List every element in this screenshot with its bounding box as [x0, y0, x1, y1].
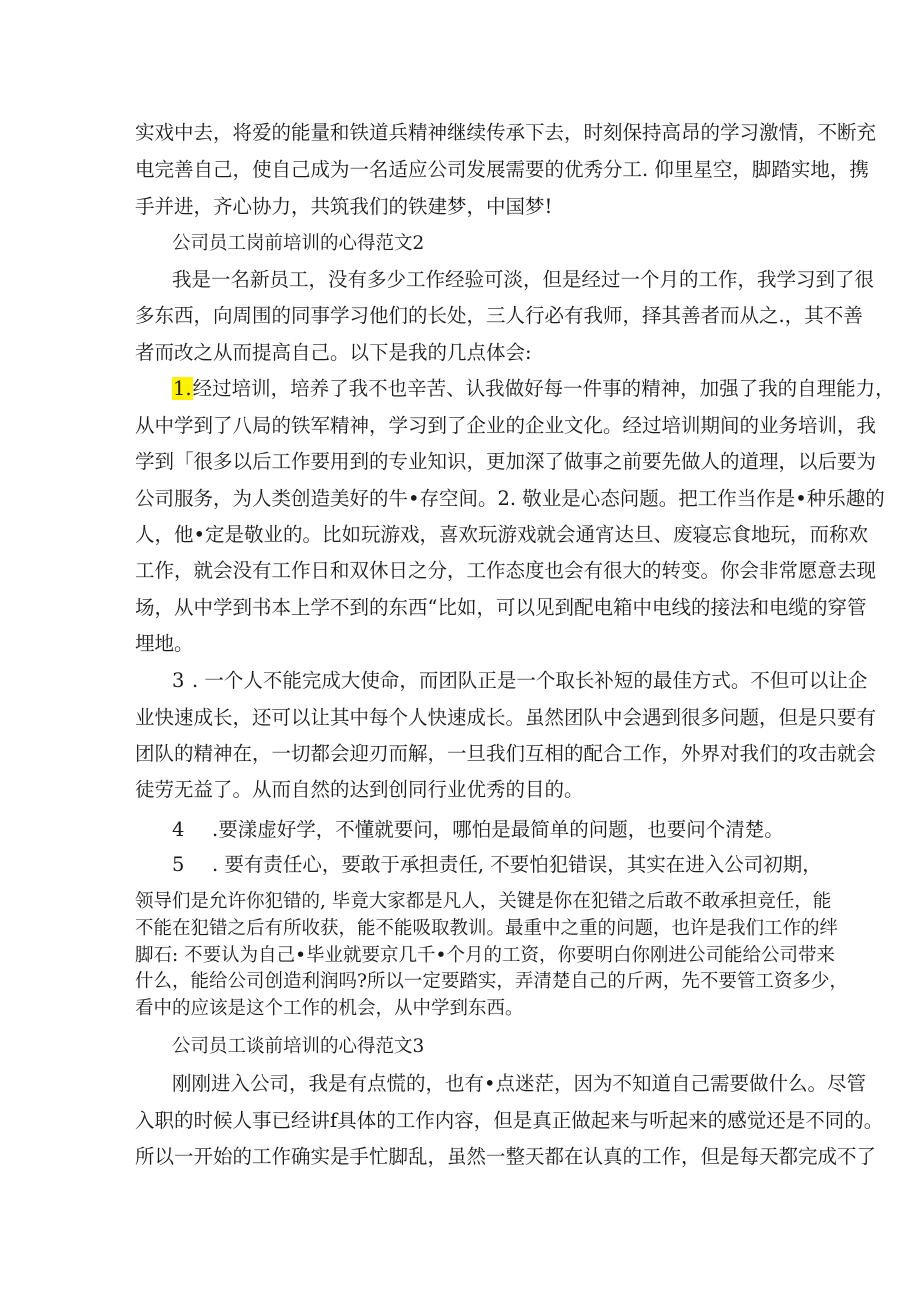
list-number: 3 — [172, 669, 185, 692]
list-item-text: . 一个人不能完成大使命，而团队正是一个取长补短的最佳方式。不但可以让企 — [192, 669, 868, 692]
text-line: 多东西，向周围的同事学习他们的长处，三人行必有我师，择其善者而从之.，其不善 — [135, 304, 863, 327]
list-item-text: 经过培训，培养了我不也辛苦、认我做好每一件事的精神，加强了我的自理能力， — [192, 377, 895, 400]
text-line: 电完善自己，使自己成为一名适应公司发展需要的优秀分工. 仰里星空，脚踏实地，携 — [135, 158, 869, 181]
text-line: 领导们是允许你犯错的, 毕竟大家都是凡人，关键是你在犯错之后敢不敢承担竞任，能 — [135, 891, 832, 912]
text-line: 公司服务，为人类创造美好的牛•存空间。2. 敬业是心态问题。把工作当作是•种乐趣的 — [135, 487, 885, 510]
text-line: 业快速成长，还可以让其中每个人快速成长。虽然团队中会遇到很多问题，但是只要有 — [135, 706, 877, 729]
text-line: 我是一名新员工，没有多少工作经验可淡，但是经过一个月的工作，我学习到了很 — [172, 268, 875, 291]
text-line: 什么，能给公司创造利润吗?所以一定要踏实，弄清楚自己的斤两，先不要管工资多少， — [135, 971, 848, 992]
list-number: 5 — [172, 853, 185, 876]
text-line: 团队的精神在，一切都会迎刃而解，一旦我们互相的配合工作，外界对我们的攻击就会 — [135, 742, 877, 765]
text-line: 者而改之从而提高自己。以下是我的几点体会: — [135, 341, 532, 364]
text-line: 入职的时候人事已经讲f具体的工作内容，但是真正做起来与听起来的感觉还是不同的。 — [135, 1109, 884, 1132]
text-line: 学到「很多以后工作要用到的专业知识，更加深了做事之前要先做人的道理，以后要为 — [135, 450, 877, 473]
section-heading: 公司员工谈前培训的心得范文3 — [172, 1036, 425, 1057]
text-line: 不能在犯错之后有所收获，能不能吸取教训。最重中之重的问题，也许是我们工作的绊 — [135, 918, 839, 939]
highlighted-marker: 1. — [173, 377, 192, 400]
text-line: 刚刚进入公司，我是有点慌的，也有•点迷茫，因为不知道自己需要做什么。尽管 — [172, 1072, 867, 1095]
list-item-first-line — [172, 376, 895, 402]
list-number: 4 — [172, 818, 185, 841]
text-line: 手并进，齐心协力，共筑我们的铁建梦，中国梦! — [135, 195, 553, 218]
text-line: 人，他•定是敬业的。比如玩游戏，喜欢玩游戏就会通宵达旦、废寝忘食地玩，而称欢 — [135, 523, 869, 546]
list-item-text: .要漾虚好学，不懂就要问，哪怕是最简单的问题，也要问个清楚。 — [212, 818, 784, 841]
text-line: 实戏中去，将爱的能量和铁道兵精神继续传承下去，时刻保持高昂的学习激情，不断充 — [135, 121, 877, 144]
text-line: 从中学到了八局的铁军精神，学习到了企业的企业文化。经过培训期间的业务培训，我 — [135, 414, 877, 437]
text-line: 工作，就会没有工作日和双休日之分，工作态度也会有很大的转变。你会非常愿意去现 — [135, 559, 877, 582]
text-line: 脚石: 不要认为自己•毕业就要京几千•个月的工资，你要明白你刚进公司能给公司带来 — [135, 945, 835, 966]
text-line: 徒劳无益了。从而自然的达到创同行业优秀的目的。 — [135, 778, 584, 801]
text-line: 看中的应该是这个工作的机会，从中学到东西。 — [135, 998, 524, 1019]
text-line: 场，从中学到书本上学不到的东西“比如，可以见到配电箱中电线的接法和电缆的穿管 — [135, 596, 867, 619]
text-line: 埋地。 — [135, 632, 194, 655]
section-heading: 公司员工岗前培训的心得范文2 — [172, 233, 425, 254]
text-line: 所以一开始的工作确实是手忙脚乱，虽然一整天都在认真的工作，但是每天都完成不了 — [135, 1145, 877, 1168]
list-item-text: . 要有责任心，要敢于承担责任, 不要怕犯错误，其实在进入公司初期， — [212, 853, 822, 876]
